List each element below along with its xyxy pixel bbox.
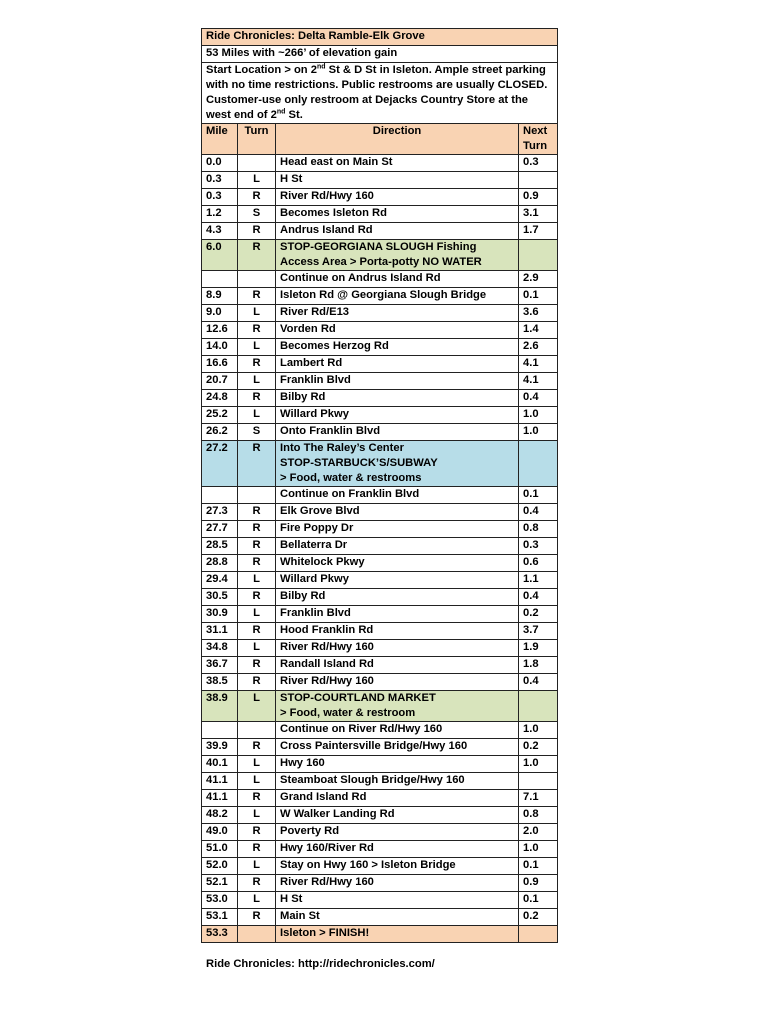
cue-direction-line: > Food, water & restrooms [280,472,422,484]
cue-row [202,339,558,356]
cue-turn: L [238,640,276,657]
cue-next-turn: 0.2 [519,909,558,926]
cue-sheet-body [202,29,558,943]
cue-next-turn: 0.4 [519,674,558,691]
cue-row [202,189,558,206]
cue-direction-line: H St [280,173,303,185]
cue-direction-line: STOP-COURTLAND MARKET [280,692,436,704]
cue-mile: 27.3 [202,504,238,521]
cue-turn: R [238,555,276,572]
cue-direction [276,773,519,790]
cue-mile: 51.0 [202,841,238,858]
cue-mile [202,487,238,504]
cue-next-turn: 1.0 [519,722,558,739]
cue-direction [276,739,519,756]
cue-direction-line: Becomes Isleton Rd [280,207,387,219]
start-note-sup-1: nd [316,63,326,71]
cue-turn [238,722,276,739]
cue-mile: 6.0 [202,240,238,271]
cue-row [202,155,558,172]
cue-row [202,875,558,892]
cue-next-turn: 0.4 [519,390,558,407]
cue-direction [276,926,519,943]
cue-direction-line: > Food, water & restroom [280,707,416,719]
cue-next-turn: 0.3 [519,155,558,172]
cue-direction-line: Grand Island Rd [280,791,367,803]
cue-mile: 53.1 [202,909,238,926]
cue-next-turn: 1.7 [519,223,558,240]
cue-direction-line: Cross Paintersville Bridge/Hwy 160 [280,740,468,752]
cue-mile: 14.0 [202,339,238,356]
cue-direction [276,875,519,892]
cue-direction [276,589,519,606]
cue-mile: 26.2 [202,424,238,441]
cue-row [202,538,558,555]
cue-next-turn: 2.6 [519,339,558,356]
cue-mile: 25.2 [202,407,238,424]
cue-turn: R [238,356,276,373]
cue-turn: L [238,858,276,875]
cue-turn: R [238,189,276,206]
cue-direction-line: Onto Franklin Blvd [280,425,381,437]
cue-next-turn: 0.1 [519,858,558,875]
cue-row [202,390,558,407]
cue-next-turn: 3.7 [519,623,558,640]
cue-next-turn: 0.2 [519,606,558,623]
cue-direction [276,441,519,487]
cue-direction-line: Continue on Franklin Blvd [280,488,420,500]
cue-direction [276,722,519,739]
cue-direction [276,322,519,339]
cue-direction [276,858,519,875]
cue-next-turn: 1.8 [519,657,558,674]
summary-row [202,46,558,63]
cue-turn: S [238,206,276,223]
cue-direction-line: W Walker Landing Rd [280,808,395,820]
cue-sheet-table [201,28,558,943]
cue-next-turn: 0.1 [519,288,558,305]
cue-direction [276,424,519,441]
cue-direction-line: Franklin Blvd [280,607,351,619]
cue-next-turn: 0.9 [519,875,558,892]
cue-row [202,674,558,691]
cue-mile: 30.9 [202,606,238,623]
cue-direction [276,538,519,555]
cue-row [202,606,558,623]
cue-mile: 38.9 [202,691,238,722]
cue-row [202,206,558,223]
cue-turn: L [238,339,276,356]
cue-direction [276,824,519,841]
cue-turn: R [238,504,276,521]
cue-turn: R [238,623,276,640]
cue-turn: R [238,739,276,756]
cue-direction-line: River Rd/Hwy 160 [280,641,374,653]
cue-direction-line: Willard Pkwy [280,408,349,420]
cue-turn: S [238,424,276,441]
header-row [202,124,558,155]
header-next-line2: Turn [523,140,548,152]
cue-direction-line: River Rd/Hwy 160 [280,190,374,202]
cue-direction [276,373,519,390]
cue-direction [276,555,519,572]
cue-direction [276,240,519,271]
cue-row [202,926,558,943]
cue-next-turn: 1.0 [519,407,558,424]
cue-direction-line: STOP-GEORGIANA SLOUGH Fishing [280,241,477,253]
cue-mile: 30.5 [202,589,238,606]
cue-row [202,521,558,538]
cue-turn: L [238,305,276,322]
cue-direction [276,172,519,189]
cue-direction [276,390,519,407]
cue-direction [276,356,519,373]
cue-row [202,790,558,807]
cue-row [202,487,558,504]
cue-direction [276,407,519,424]
cue-turn: R [238,240,276,271]
cue-direction-line: Stay on Hwy 160 > Isleton Bridge [280,859,456,871]
cue-row [202,640,558,657]
cue-direction-line: Access Area > Porta-potty NO WATER [280,256,482,268]
footer-credit: Ride Chronicles: http://ridechronicles.com/ [206,958,435,970]
cue-next-turn: 0.1 [519,487,558,504]
cue-mile: 0.3 [202,172,238,189]
cue-row [202,773,558,790]
cue-row [202,271,558,288]
cue-mile [202,271,238,288]
cue-mile: 49.0 [202,824,238,841]
cue-direction-line: Hood Franklin Rd [280,624,374,636]
ride-summary: 53 Miles with ~266’ of elevation gain [202,46,558,63]
cue-mile: 41.1 [202,790,238,807]
cue-row [202,657,558,674]
cue-row [202,824,558,841]
cue-turn [238,155,276,172]
cue-mile: 38.5 [202,674,238,691]
cue-direction-line: Vorden Rd [280,323,336,335]
cue-mile: 12.6 [202,322,238,339]
cue-turn [238,271,276,288]
cue-turn: R [238,657,276,674]
cue-direction-line: Into The Raley’s Center [280,442,404,454]
cue-next-turn [519,773,558,790]
header-next-turn [519,124,558,155]
cue-row [202,172,558,189]
cue-turn: L [238,373,276,390]
cue-row [202,589,558,606]
cue-turn: R [238,441,276,487]
cue-mile: 27.7 [202,521,238,538]
cue-mile: 52.1 [202,875,238,892]
cue-turn: R [238,390,276,407]
cue-turn: L [238,407,276,424]
cue-mile: 0.3 [202,189,238,206]
cue-row [202,305,558,322]
cue-direction-line: Continue on River Rd/Hwy 160 [280,723,443,735]
cue-turn: L [238,892,276,909]
cue-direction-line: Continue on Andrus Island Rd [280,272,441,284]
cue-direction [276,674,519,691]
cue-next-turn: 4.1 [519,373,558,390]
cue-turn: R [238,223,276,240]
cue-mile: 39.9 [202,739,238,756]
cue-turn: L [238,807,276,824]
cue-next-turn: 1.0 [519,841,558,858]
cue-mile: 1.2 [202,206,238,223]
cue-direction-line: Lambert Rd [280,357,343,369]
cue-mile: 40.1 [202,756,238,773]
cue-row [202,240,558,271]
cue-next-turn: 0.8 [519,521,558,538]
cue-row [202,223,558,240]
cue-mile [202,722,238,739]
sheet-title: Ride Chronicles: Delta Ramble-Elk Grove [202,29,558,46]
cue-direction-line: Isleton Rd @ Georgiana Slough Bridge [280,289,487,301]
cue-direction-line: Hwy 160 [280,757,325,769]
cue-next-turn: 1.9 [519,640,558,657]
cue-direction [276,339,519,356]
cue-row [202,722,558,739]
cue-turn: L [238,773,276,790]
cue-row [202,288,558,305]
cue-direction [276,657,519,674]
cue-turn: R [238,521,276,538]
cue-turn: L [238,756,276,773]
cue-row [202,909,558,926]
cue-next-turn [519,926,558,943]
cue-turn [238,487,276,504]
cue-direction [276,288,519,305]
cue-next-turn: 2.0 [519,824,558,841]
cue-next-turn: 2.9 [519,271,558,288]
cue-turn: R [238,538,276,555]
header-next-line1: Next [523,125,548,137]
header-turn: Turn [238,124,276,155]
cue-turn: R [238,875,276,892]
cue-next-turn: 0.4 [519,589,558,606]
cue-next-turn: 0.6 [519,555,558,572]
cue-direction-line: Bellaterra Dr [280,539,348,551]
cue-mile: 9.0 [202,305,238,322]
cue-direction-line: STOP-STARBUCK’S/SUBWAY [280,457,438,469]
cue-row [202,407,558,424]
cue-next-turn: 1.0 [519,424,558,441]
cue-direction-line: Willard Pkwy [280,573,349,585]
cue-mile: 31.1 [202,623,238,640]
cue-direction-line: Whitelock Pkwy [280,556,365,568]
cue-turn: R [238,909,276,926]
cue-mile: 28.8 [202,555,238,572]
cue-direction [276,841,519,858]
cue-direction-line: Elk Grove Blvd [280,505,360,517]
cue-next-turn: 1.4 [519,322,558,339]
cue-mile: 16.6 [202,356,238,373]
cue-row [202,424,558,441]
cue-turn [238,926,276,943]
header-direction: Direction [276,124,519,155]
cue-mile: 41.1 [202,773,238,790]
cue-mile: 53.3 [202,926,238,943]
cue-direction-line: Franklin Blvd [280,374,351,386]
cue-direction-line: Fire Poppy Dr [280,522,354,534]
cue-direction-line: Randall Island Rd [280,658,374,670]
header-mile: Mile [202,124,238,155]
cue-next-turn: 0.8 [519,807,558,824]
cue-direction-line: River Rd/Hwy 160 [280,876,374,888]
cue-direction [276,623,519,640]
start-note-text-2: St & D St in Isleton. Ample street parking with no time restrictions. Public restrooms are usually CLOSED. Customer-use only restroom at Dejacks Country Store at the west end of 2 [206,64,548,121]
cue-direction-line: Andrus Island Rd [280,224,373,236]
cue-direction [276,504,519,521]
cue-direction-line: River Rd/Hwy 160 [280,675,374,687]
cue-mile: 36.7 [202,657,238,674]
start-note-text-3: St. [285,109,303,121]
start-note-sup-2: nd [276,108,286,116]
cue-row [202,322,558,339]
cue-next-turn: 0.3 [519,538,558,555]
cue-next-turn [519,240,558,271]
cue-direction-line: Isleton > FINISH! [280,927,370,939]
cue-direction-line: Poverty Rd [280,825,340,837]
cue-next-turn: 0.1 [519,892,558,909]
cue-turn: L [238,572,276,589]
cue-direction-line: Main St [280,910,320,922]
cue-turn: L [238,691,276,722]
cue-next-turn: 0.2 [519,739,558,756]
cue-direction [276,223,519,240]
cue-direction [276,807,519,824]
cue-row [202,555,558,572]
cue-direction-line: Bilby Rd [280,590,326,602]
start-note-text-1: Start Location > on 2 [206,64,317,76]
cue-row [202,691,558,722]
cue-turn: R [238,841,276,858]
cue-turn: R [238,790,276,807]
cue-turn: L [238,606,276,623]
cue-row [202,756,558,773]
cue-mile: 48.2 [202,807,238,824]
title-row [202,29,558,46]
cue-direction-line: Head east on Main St [280,156,393,168]
cue-direction-line: Hwy 160/River Rd [280,842,374,854]
cue-next-turn: 0.9 [519,189,558,206]
cue-mile: 53.0 [202,892,238,909]
cue-row [202,441,558,487]
cue-row [202,739,558,756]
cue-mile: 29.4 [202,572,238,589]
cue-next-turn [519,691,558,722]
cue-next-turn: 3.1 [519,206,558,223]
cue-next-turn: 3.6 [519,305,558,322]
cue-direction [276,892,519,909]
cue-mile: 8.9 [202,288,238,305]
cue-turn: R [238,824,276,841]
cue-direction [276,909,519,926]
cue-direction-line: River Rd/E13 [280,306,350,318]
cue-next-turn [519,172,558,189]
cue-direction [276,606,519,623]
cue-row [202,373,558,390]
cue-direction [276,521,519,538]
cue-direction [276,756,519,773]
cue-next-turn: 7.1 [519,790,558,807]
cue-mile: 28.5 [202,538,238,555]
cue-mile: 20.7 [202,373,238,390]
cue-row [202,356,558,373]
cue-direction [276,487,519,504]
cue-direction-line: Steamboat Slough Bridge/Hwy 160 [280,774,465,786]
cue-next-turn: 1.0 [519,756,558,773]
cue-direction [276,691,519,722]
cue-mile: 34.8 [202,640,238,657]
start-note-row [202,63,558,124]
cue-row [202,892,558,909]
cue-row [202,858,558,875]
cue-direction [276,305,519,322]
cue-mile: 4.3 [202,223,238,240]
cue-row [202,807,558,824]
cue-next-turn: 0.4 [519,504,558,521]
cue-mile: 0.0 [202,155,238,172]
cue-direction [276,790,519,807]
cue-row [202,841,558,858]
cue-next-turn [519,441,558,487]
cue-turn: R [238,589,276,606]
cue-direction-line: H St [280,893,303,905]
cue-turn: L [238,172,276,189]
cue-direction-line: Becomes Herzog Rd [280,340,389,352]
cue-direction [276,640,519,657]
cue-row [202,623,558,640]
cue-mile: 52.0 [202,858,238,875]
cue-direction [276,189,519,206]
cue-turn: R [238,288,276,305]
cue-direction-line: Bilby Rd [280,391,326,403]
cue-direction [276,206,519,223]
cue-mile: 24.8 [202,390,238,407]
cue-direction [276,572,519,589]
cue-direction [276,271,519,288]
cue-next-turn: 4.1 [519,356,558,373]
cue-mile: 27.2 [202,441,238,487]
cue-row [202,504,558,521]
cue-direction [276,155,519,172]
cue-turn: R [238,674,276,691]
cue-turn: R [238,322,276,339]
start-location-note [202,63,558,124]
cue-row [202,572,558,589]
cue-next-turn: 1.1 [519,572,558,589]
